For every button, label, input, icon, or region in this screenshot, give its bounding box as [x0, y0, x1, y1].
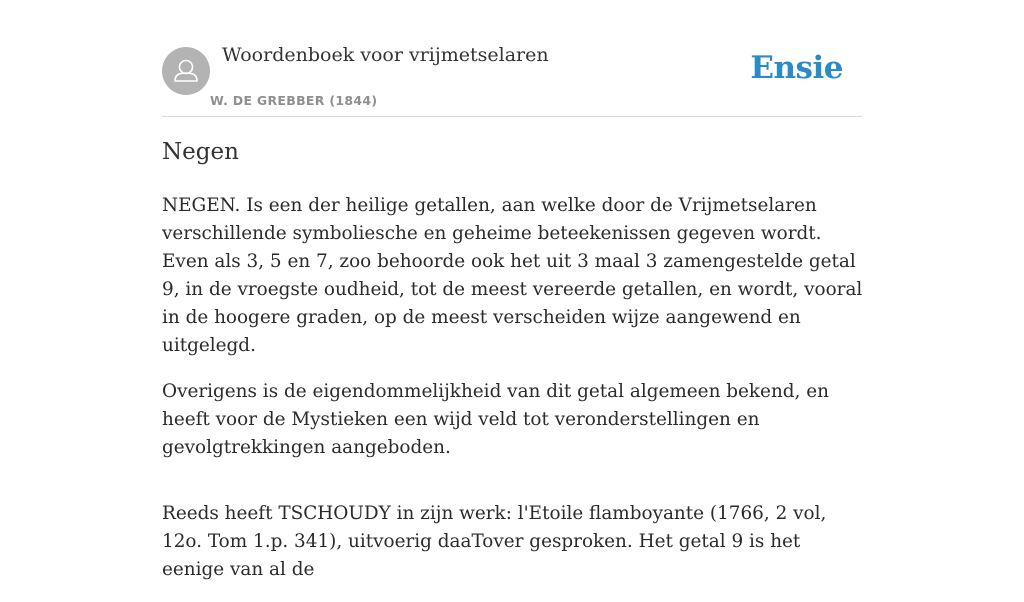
entry-body	[162, 192, 867, 602]
author-name[interactable]: W. DE GREBBER (1844)	[210, 93, 378, 108]
brand-logo[interactable]: Ensie	[750, 50, 843, 86]
header	[162, 0, 862, 117]
page	[162, 0, 863, 580]
entry-title: Negen	[162, 139, 239, 165]
paragraph: Reeds heeft TSCHOUDY in zijn werk: l'Etoile flamboyante (1766, 2 vol, 12o. Tom 1.p. 341), uitvoerig daaTover gesproken. Het getal 9 is het eenige van al de	[162, 503, 827, 580]
paragraph: Overigens is de eigendommelijkheid van dit getal algemeen bekend, en heeft voor de Mystieken een wijd veld tot veronderstellingen en gevolgtrekkingen aangeboden.	[162, 381, 829, 458]
user-icon	[162, 47, 210, 95]
book-title[interactable]: Woordenboek voor vrijmetselaren	[222, 44, 549, 66]
paragraph: NEGEN. Is een der heilige getallen, aan welke door de Vrijmetselaren verschillende symboliesche en geheime beteekenissen gegeven wordt. Even als 3, 5 en 7, zoo behoorde ook het uit 3 maal 3 zamengestelde getal 9, in de vroegste oudheid, tot de meest vereerde getallen, en wordt, vooral in de hoogere graden, op de meest verscheiden wijze aangewend en uitgelegd.	[162, 195, 863, 356]
